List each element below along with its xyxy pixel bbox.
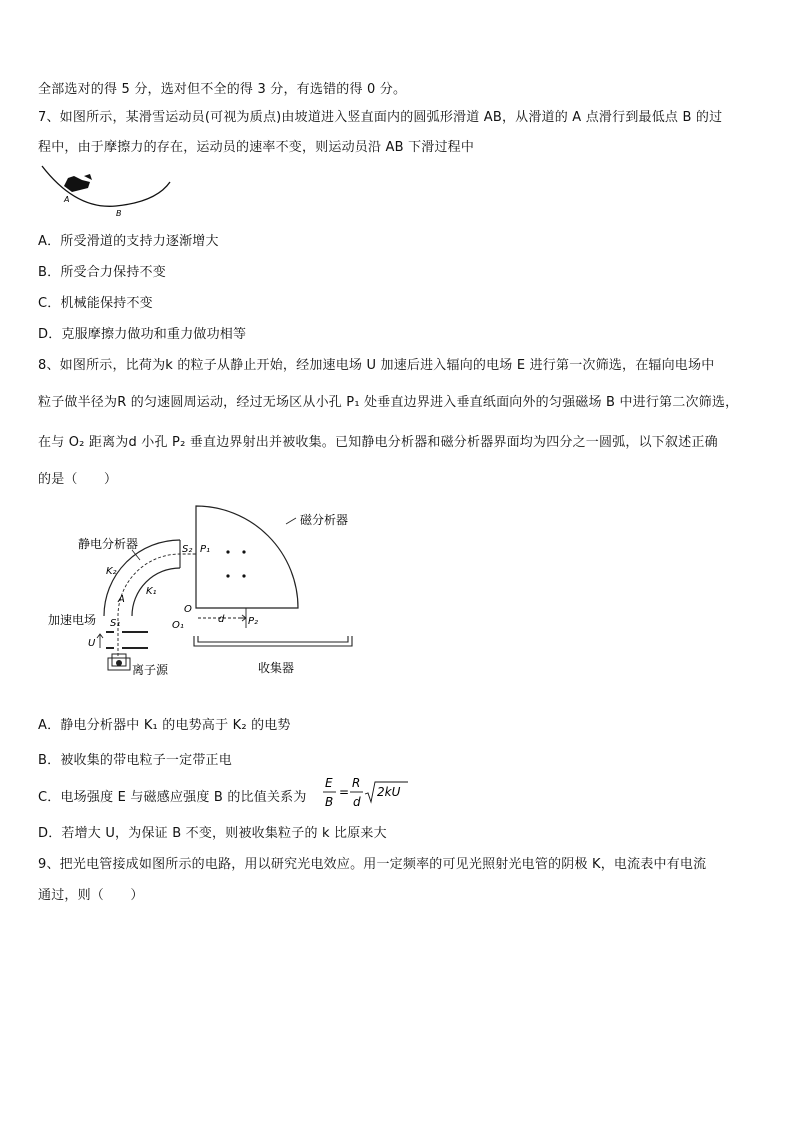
label-k1: K₁ — [146, 586, 157, 597]
label-collector: 收集器 — [258, 661, 295, 675]
q9-line-1: 9、把光电管接成如图所示的电路，用以研究光电效应。用一定频率的可见光照射光电管的阴极 K，电流表中有电流 — [38, 857, 707, 872]
q8-formula — [322, 774, 412, 812]
q7-line-1: 7、如图所示，某滑雪运动员(可视为质点)由坡道进入竖直面内的圆弧形滑道 AB，从滑道的 A 点滑行到最低点 B 的过 — [38, 110, 723, 125]
q7-option-a: A．所受滑道的支持力逐渐增大 — [38, 234, 219, 249]
electrostatic-outer-arc — [104, 540, 180, 616]
label-ion-source: 离子源 — [132, 663, 169, 677]
arc-slope — [42, 166, 170, 206]
q8-option-d: D．若增大 U，为保证 B 不变，则被收集粒子的 k 比原来大 — [38, 826, 387, 841]
q8-line-2: 粒子做半径为R 的匀速圆周运动，经过无场区从小孔 P₁ 处垂直边界进入垂直纸面向外的匀强磁场 B 中进行第二次筛选， — [38, 395, 739, 410]
q8-line-3: 在与 O₂ 距离为d 小孔 P₂ 垂直边界射出并被收集。已知静电分析器和磁分析器界面均为四分之一圆弧，以下叙述正确 — [38, 435, 718, 450]
svg-text:E: E — [325, 776, 333, 790]
svg-text:d: d — [353, 795, 361, 809]
q8-line-4: 的是（ ） — [38, 472, 118, 487]
b-field-dot — [242, 574, 245, 577]
q8-option-b: B．被收集的带电粒子一定带正电 — [38, 753, 232, 768]
label-u: U — [88, 638, 96, 649]
q8-line-1: 8、如图所示，比荷为k 的粒子从静止开始，经加速电场 U 加速后进入辐向的电场 E 进行第一次筛选，在辐向电场中 — [38, 358, 715, 373]
svg-text:B: B — [325, 795, 334, 809]
label-d: d — [218, 614, 225, 625]
svg-text:=: = — [339, 785, 350, 799]
label-p1: P₁ — [200, 544, 211, 555]
q7-figure-ski-slope — [38, 160, 178, 222]
b-field-dot — [226, 550, 229, 553]
q9-line-2: 通过，则（ ） — [38, 888, 144, 903]
label-s2: S₂ — [182, 544, 193, 555]
label-a: A — [64, 195, 70, 204]
label-o: O — [184, 604, 192, 615]
label-magnetic-analyzer: 磁分析器 — [300, 513, 349, 527]
collector-shape — [194, 636, 352, 646]
q7-option-d: D．克服摩擦力做功和重力做功相等 — [38, 327, 247, 342]
q8-figure-mass-spectrometer — [48, 500, 368, 685]
q8-option-c-text: C．电场强度 E 与磁感应强度 B 的比值关系为 — [38, 790, 307, 805]
q7-line-2: 程中，由于摩擦力的存在，运动员的速率不变，则运动员沿 AB 下滑过程中 — [38, 140, 475, 155]
label-a: A — [118, 594, 125, 605]
intro-text: 全部选对的得 5 分，选对但不全的得 3 分，有选错的得 0 分。 — [38, 82, 407, 97]
label-electrostatic-analyzer: 静电分析器 — [78, 537, 139, 551]
label-p2: P₂ — [248, 616, 259, 627]
label-k2: K₂ — [106, 566, 117, 577]
q8-option-a: A．静电分析器中 K₁ 的电势高于 K₂ 的电势 — [38, 718, 291, 733]
label-accel-field: 加速电场 — [48, 613, 97, 627]
svg-text:2kU: 2kU — [377, 785, 401, 799]
b-field-dot — [242, 550, 245, 553]
label-s1: S₁ — [110, 618, 121, 629]
label-o1: O₁ — [172, 620, 184, 631]
q7-option-c: C．机械能保持不变 — [38, 296, 153, 311]
svg-text:R: R — [352, 776, 361, 790]
q8-option-c — [38, 786, 307, 805]
magnetic-analyzer-shape — [196, 506, 298, 608]
b-field-dot — [226, 574, 229, 577]
skier-icon — [64, 176, 90, 192]
q7-option-b: B．所受合力保持不变 — [38, 265, 166, 280]
label-b: B — [116, 209, 122, 218]
